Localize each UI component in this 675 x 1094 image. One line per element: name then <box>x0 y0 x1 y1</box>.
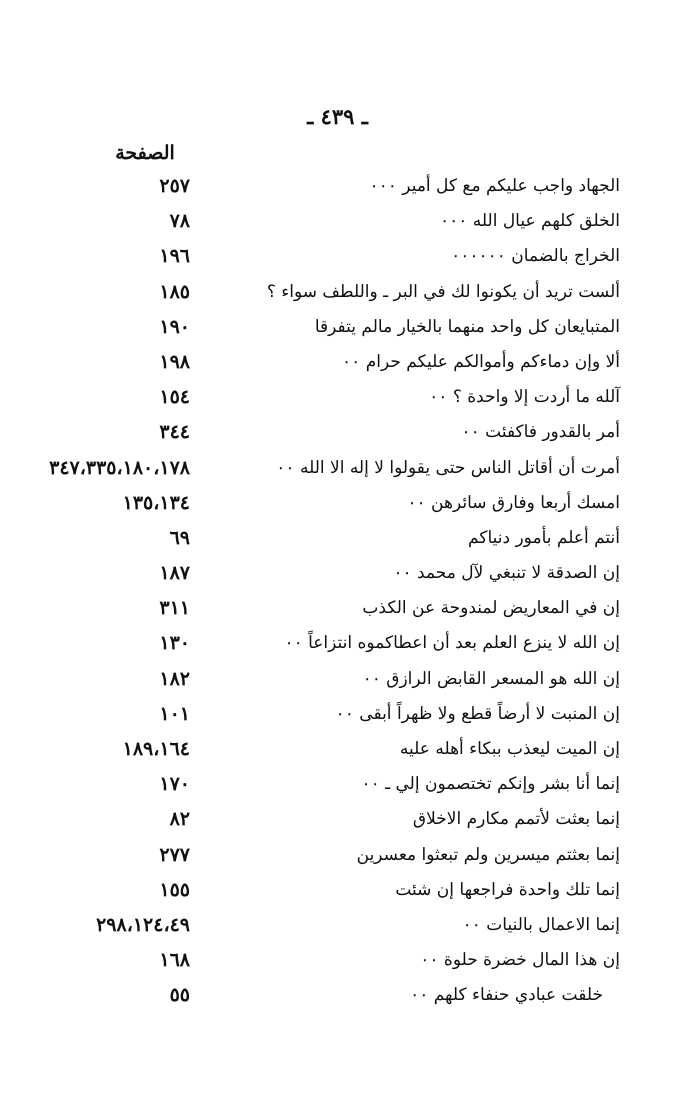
entry-page-numbers: ٢٧٧ <box>159 843 190 866</box>
entry-page-numbers: ١٥٥ <box>159 878 190 901</box>
entry-page-numbers: ٣١١ <box>159 597 190 620</box>
entry-text: إن الله لا ينزع العلم بعد أن اعطاكموه انتزاعاً ٠٠ <box>284 633 620 654</box>
entry-page-numbers: ٢٩٨،١٢٤،٤٩ <box>96 913 190 936</box>
index-entry <box>0 172 675 207</box>
index-entry <box>0 700 675 735</box>
index-entry <box>0 665 675 700</box>
entry-text: ألا وإن دماءكم وأموالكم عليكم حرام ٠٠ <box>342 351 620 372</box>
index-entry <box>0 242 675 277</box>
entry-page-numbers: ١٥٤ <box>159 386 190 409</box>
index-entry <box>0 735 675 770</box>
entry-page-numbers: ٣٤٤ <box>159 421 190 444</box>
entry-text: إن الميت ليعذب ببكاء أهله عليه <box>399 739 620 759</box>
entry-text: أمر بالقدور فاكفئت ٠٠ <box>461 422 620 443</box>
entry-text: إن الصدقة لا تنبغي لآل محمد ٠٠ <box>393 563 620 584</box>
index-entry <box>0 454 675 489</box>
entry-text: إن هذا المال خضرة حلوة ٠٠ <box>420 950 620 971</box>
entry-page-numbers: ١٧٠ <box>159 773 190 796</box>
hadith-index-list <box>0 172 675 1017</box>
index-entry <box>0 841 675 876</box>
entry-text: ألست تريد أن يكونوا لك في البر ـ واللطف سواء ؟ <box>266 281 620 302</box>
entry-text: إنما بعثت لأتمم مكارم الاخلاق <box>412 809 620 830</box>
entry-text: إن الله هو المسعر القابض الرازق ٠٠ <box>362 668 620 689</box>
index-entry <box>0 207 675 242</box>
entry-page-numbers: ١٨٧ <box>159 562 190 585</box>
entry-text: الخلق كلهم عيال الله ٠٠٠ <box>439 211 620 232</box>
entry-page-numbers: ١٣٥،١٣٤ <box>122 491 190 514</box>
entry-text: المتبايعان كل واحد منهما بالخيار مالم يتفرقا <box>314 316 620 337</box>
entry-page-numbers: ١٩٠ <box>159 315 190 338</box>
index-entry <box>0 489 675 524</box>
index-entry <box>0 876 675 911</box>
entry-page-numbers: ١٩٨ <box>159 350 190 373</box>
entry-page-numbers: ١٣٠ <box>159 632 190 655</box>
entry-text: أمرت أن أقاتل الناس حتى يقولوا لا إله الا الله ٠٠ <box>276 457 620 478</box>
entry-page-numbers: ١٩٦ <box>159 245 190 268</box>
entry-page-numbers: ٨٢ <box>169 808 190 831</box>
column-header-page: الصفحة <box>115 142 175 164</box>
entry-text: الخراج بالضمان ٠٠٠٠٠٠ <box>451 246 620 267</box>
entry-text: خلقت عبادي حنفاء كلهم ٠٠ <box>410 985 603 1006</box>
entry-page-numbers: ١٨٩،١٦٤ <box>122 738 190 760</box>
index-entry <box>0 559 675 594</box>
index-entry <box>0 629 675 664</box>
entry-page-numbers: ١٨٥ <box>159 280 190 303</box>
index-entry <box>0 594 675 629</box>
page-number: ـ ٤٣٩ ـ <box>307 104 368 129</box>
entry-page-numbers: ٦٩ <box>169 526 190 549</box>
index-entry <box>0 981 675 1016</box>
index-entry <box>0 946 675 981</box>
entry-text: إن في المعاريض لمندوحة عن الكذب <box>362 598 620 619</box>
entry-text: أنتم أعلم بأمور دنياكم <box>468 527 620 548</box>
index-entry <box>0 524 675 559</box>
entry-text: إنما الاعمال بالنيات ٠٠ <box>462 914 620 935</box>
entry-text: الجهاد واجب عليكم مع كل أمير ٠٠٠ <box>369 176 620 196</box>
entry-page-numbers: ١٨٢ <box>159 667 190 690</box>
entry-text: إن المنبت لا أرضاً قطع ولا ظهراً أبقى ٠٠ <box>335 703 620 724</box>
index-entry <box>0 805 675 840</box>
entry-page-numbers: ٣٤٧،٣٣٥،١٨٠،١٧٨ <box>49 456 190 479</box>
index-entry <box>0 313 675 348</box>
index-entry <box>0 278 675 313</box>
index-entry <box>0 911 675 946</box>
entry-page-numbers: ٥٥ <box>169 984 190 1007</box>
index-entry <box>0 383 675 418</box>
entry-page-numbers: ١٦٨ <box>159 949 190 972</box>
entry-text: إنما بعثتم ميسرين ولم تبعثوا معسرين <box>356 844 620 865</box>
entry-text: امسك أربعا وفارق سائرهن ٠٠ <box>407 492 620 513</box>
entry-page-numbers: ١٠١ <box>159 702 190 725</box>
entry-text: إنما أنا بشر وإنكم تختصمون إلي ـ ٠٠ <box>361 774 620 795</box>
index-entry <box>0 418 675 453</box>
index-entry <box>0 348 675 383</box>
entry-text: آلله ما أردت إلا واحدة ؟ ٠٠ <box>429 387 620 408</box>
entry-page-numbers: ٧٨ <box>169 210 190 233</box>
index-entry <box>0 770 675 805</box>
entry-text: إنما تلك واحدة فراجعها إن شئت <box>395 879 620 900</box>
entry-page-numbers: ٢٥٧ <box>159 175 190 197</box>
